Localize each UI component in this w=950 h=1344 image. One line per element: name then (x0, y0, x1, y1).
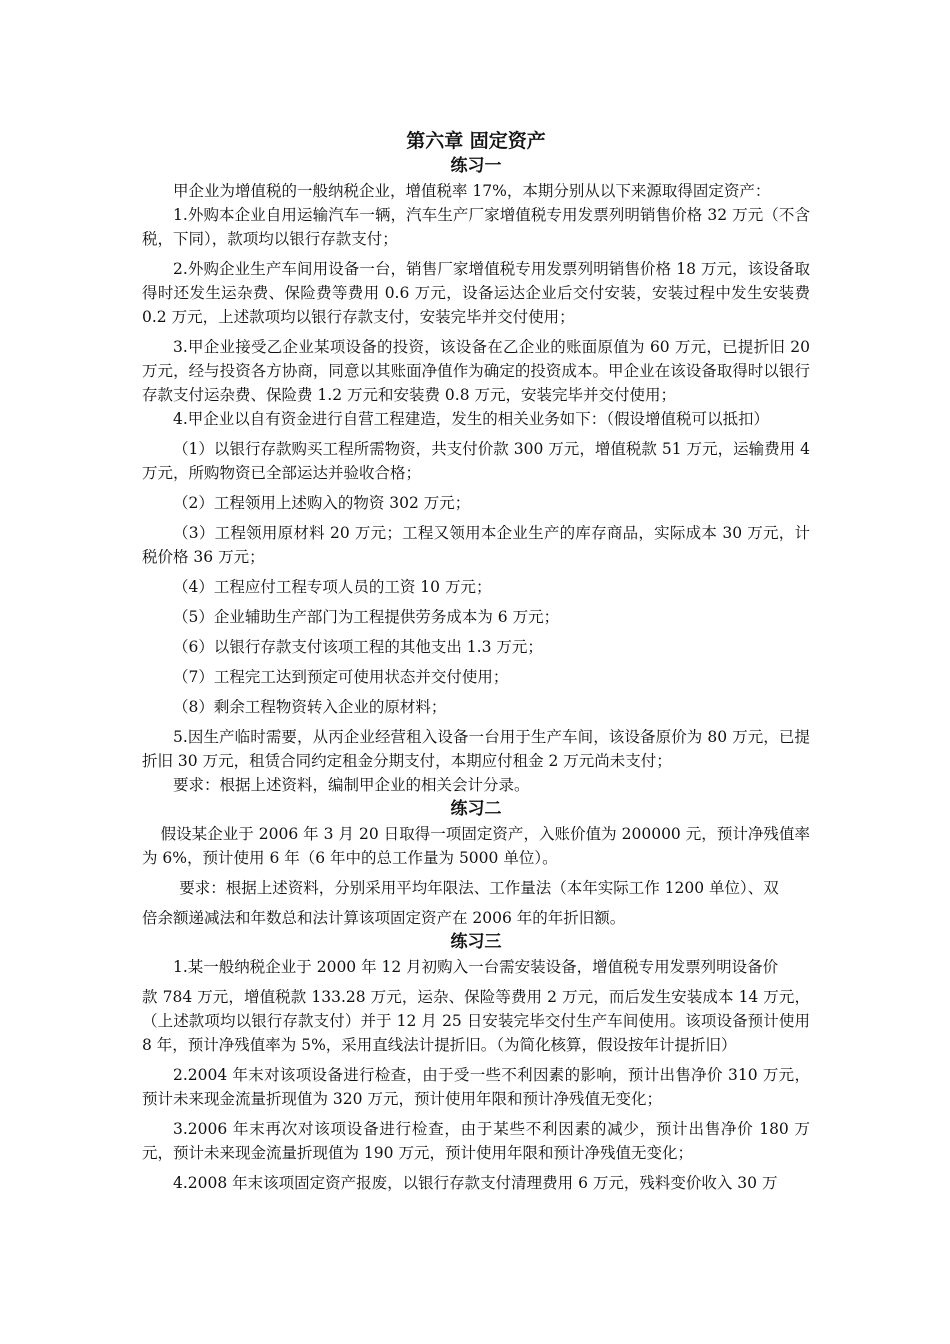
exercise-2-title: 练习二 (450, 799, 502, 819)
exercise-1-requirement: 要求：根据上述资料，编制甲企业的相关会计分录。 (173, 776, 530, 794)
exercise-1-intro: 甲企业为增值税的一般纳税企业，增值税率 17%，本期分别从以下来源取得固定资产： (173, 182, 771, 200)
exercise-1-sub-5: （5）企业辅助生产部门为工程提供劳务成本为 6 万元； (173, 608, 560, 626)
exercise-1-sub-7: （7）工程完工达到预定可使用状态并交付使用； (173, 668, 509, 686)
exercise-2-requirement-cont: 倍余额递减法和年数总和法计算该项固定资产在 2006 年的年折旧额。 (142, 909, 626, 927)
exercise-1-item-2: 2.外购企业生产车间用设备一台，销售厂家增值税专用发票列明销售价格 18 万元，该设备取得时还发生运杂费、保险费等费用 0.6 万元，设备运达企业后交付安装，安装过程中发生安装费 0.2 万元，上述款项均以银行存款支付，安装完毕并交付使用； (142, 260, 810, 326)
exercise-3-item-1: 1.某一般纳税企业于 2000 年 12 月初购入一台需安装设备，增值税专用发票列明设备价 (173, 958, 779, 976)
exercise-3-title: 练习三 (450, 932, 502, 952)
exercise-1-sub-2: （2）工程领用上述购入的物资 302 万元； (173, 494, 471, 512)
exercise-1-sub-8: （8）剩余工程物资转入企业的原材料； (173, 698, 447, 716)
document-body (142, 128, 810, 1195)
exercise-3-item-4: 4.2008 年末该项固定资产报废，以银行存款支付清理费用 6 万元，残料变价收入 30 万 (173, 1174, 778, 1192)
exercise-1-item-1: 1.外购本企业自用运输汽车一辆，汽车生产厂家增值税专用发票列明销售价格 32 万元（不含税，下同），款项均以银行存款支付； (142, 206, 810, 248)
exercise-1-item-4: 4.甲企业以自有资金进行自营工程建造，发生的相关业务如下：（假设增值税可以抵扣） (173, 410, 770, 428)
exercise-1-sub-4: （4）工程应付工程专项人员的工资 10 万元； (173, 578, 492, 596)
exercise-1-sub-6: （6）以银行存款支付该项工程的其他支出 1.3 万元； (173, 638, 543, 656)
exercise-1-item-5: 5.因生产临时需要，从丙企业经营租入设备一台用于生产车间，该设备原价为 80 万元，已提折旧 30 万元，租赁合同约定租金分期支付，本期应付租金 2 万元尚未支付； (142, 728, 810, 770)
exercise-3-item-1-cont: 款 784 万元，增值税款 133.28 万元，运杂、保险等费用 2 万元，而后发生安装成本 14 万元，（上述款项均以银行存款支付）并于 12 月 25 日安装完毕交付生产车间使用。该项设备预计使用 8 年，预计净残值率为 5%，采用直线法计提折旧。（为简化核算，假设按年计提折旧） (142, 988, 810, 1054)
exercise-3-item-2: 2.2004 年末对该项设备进行检查，由于受一些不利因素的影响，预计出售净价 310 万元，预计未来现金流量折现值为 320 万元，预计使用年限和预计净残值无变化； (142, 1066, 810, 1108)
exercise-2-text: 假设某企业于 2006 年 3 月 20 日取得一项固定资产，入账价值为 200000 元，预计净残值率为 6%，预计使用 6 年（6 年中的总工作量为 5000 单位）。 (142, 825, 810, 867)
exercise-1-sub-3: （3）工程领用原材料 20 万元；工程又领用本企业生产的库存商品，实际成本 30 万元，计税价格 36 万元； (142, 524, 810, 566)
exercise-2-requirement: 要求：根据上述资料，分别采用平均年限法、工作量法（本年实际工作 1200 单位）、双 (179, 879, 779, 897)
exercise-1-sub-1: （1）以银行存款购买工程所需物资，共支付价款 300 万元，增值税款 51 万元，运输费用 4 万元，所购物资已全部运达并验收合格； (142, 440, 810, 482)
exercise-1-item-3: 3.甲企业接受乙企业某项设备的投资，该设备在乙企业的账面原值为 60 万元，已提折旧 20 万元，经与投资各方协商，同意以其账面净值作为确定的投资成本。甲企业在该设备取得时以银行存款支付运杂费、保险费 1.2 万元和安装费 0.8 万元，安装完毕并交付使用； (142, 338, 810, 404)
chapter-title: 第六章 固定资产 (406, 130, 546, 152)
exercise-1-title: 练习一 (450, 156, 502, 176)
exercise-3-item-3: 3.2006 年末再次对该项设备进行检查，由于某些不利因素的减少，预计出售净价 180 万元，预计未来现金流量折现值为 190 万元，预计使用年限和预计净残值无变化； (142, 1120, 810, 1162)
